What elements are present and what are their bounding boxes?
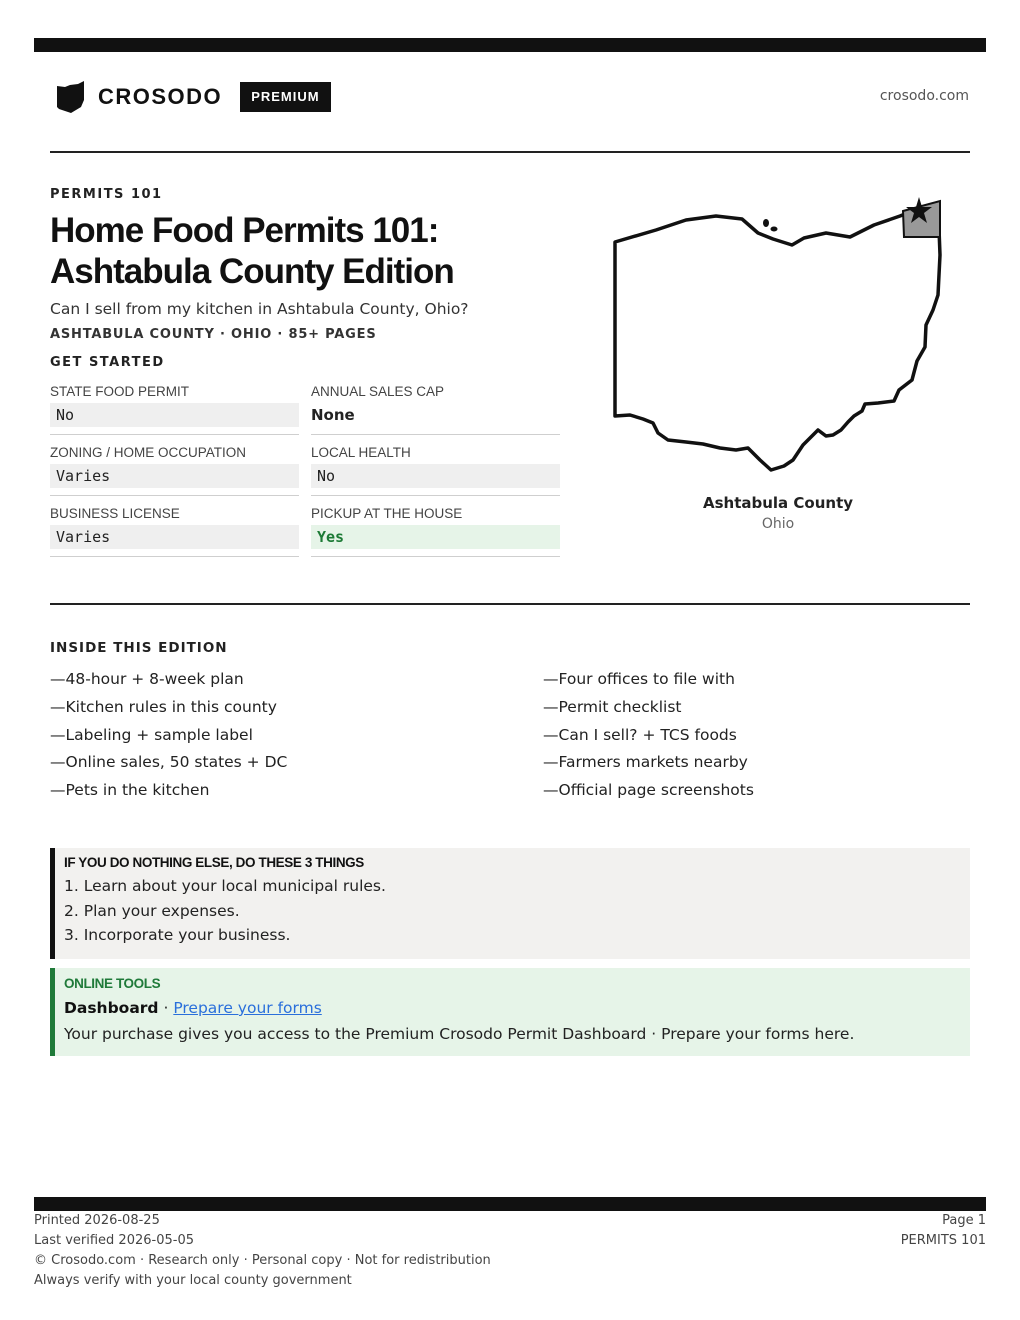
footer-section: PERMITS 101 bbox=[900, 1233, 986, 1248]
edition-meta: ASHTABULA COUNTY · OHIO · 85+ PAGES bbox=[50, 327, 377, 342]
list-item: —Labeling + sample label bbox=[50, 725, 253, 744]
footer-left bbox=[34, 1211, 491, 1291]
fact-label: PICKUP AT THE HOUSE bbox=[311, 506, 463, 521]
fact-label: BUSINESS LICENSE bbox=[50, 506, 180, 521]
header-divider bbox=[50, 151, 970, 153]
ohio-logo-icon bbox=[56, 80, 86, 114]
get-started-heading: GET STARTED bbox=[50, 355, 165, 370]
list-item: —Official page screenshots bbox=[543, 781, 754, 800]
list-item: —Can I sell? + TCS foods bbox=[543, 725, 737, 744]
top-bar bbox=[34, 38, 986, 52]
list-item: —Permit checklist bbox=[543, 697, 682, 716]
ohio-map bbox=[608, 195, 948, 480]
fact-state-food-permit bbox=[50, 382, 299, 435]
todo-heading: IF YOU DO NOTHING ELSE, DO THESE 3 THINGS bbox=[64, 855, 364, 870]
todo-callout bbox=[50, 848, 970, 959]
title-line-1: Home Food Permits 101: bbox=[50, 211, 439, 250]
list-item: —Online sales, 50 states + DC bbox=[50, 753, 288, 772]
lake-island bbox=[771, 227, 778, 232]
fact-value: No bbox=[50, 403, 299, 427]
title-line-2: Ashtabula County Edition bbox=[50, 252, 454, 291]
disclaimer: Always verify with your local county government bbox=[34, 1273, 352, 1288]
fact-grid bbox=[50, 382, 559, 557]
tools-heading: ONLINE TOOLS bbox=[64, 976, 161, 991]
lake-island bbox=[763, 219, 769, 227]
list-item: —Kitchen rules in this county bbox=[50, 697, 277, 716]
dashboard-label: Dashboard bbox=[64, 999, 159, 1017]
verified-date: Last verified 2026-05-05 bbox=[34, 1233, 194, 1248]
printed-date: Printed 2026-08-25 bbox=[34, 1213, 160, 1228]
section-divider bbox=[50, 603, 970, 605]
fact-value: Yes bbox=[311, 525, 560, 549]
copyright: © Crosodo.com · Research only · Personal copy · Not for redistribution bbox=[34, 1253, 491, 1268]
fact-value: None bbox=[311, 406, 355, 424]
todo-item: 2. Plan your expenses. bbox=[64, 901, 240, 920]
map-county-label: Ashtabula County bbox=[702, 494, 854, 512]
footer-right bbox=[901, 1211, 986, 1251]
online-tools-callout bbox=[50, 968, 970, 1056]
subtitle: Can I sell from my kitchen in Ashtabula County, Ohio? bbox=[50, 300, 469, 318]
ohio-outline bbox=[615, 203, 940, 470]
separator: · bbox=[158, 999, 174, 1017]
brand[interactable] bbox=[56, 80, 331, 114]
premium-badge: PREMIUM bbox=[240, 82, 330, 112]
fact-annual-sales-cap bbox=[311, 382, 560, 435]
prepare-forms-link[interactable]: Prepare your forms bbox=[173, 999, 322, 1017]
fact-value: Varies bbox=[50, 464, 299, 488]
site-url[interactable]: crosodo.com bbox=[879, 88, 969, 104]
fact-pickup bbox=[311, 504, 560, 557]
list-item: —Four offices to file with bbox=[543, 670, 735, 688]
list-item: —Pets in the kitchen bbox=[50, 781, 210, 800]
page-title bbox=[50, 210, 570, 292]
fact-label: STATE FOOD PERMIT bbox=[50, 384, 190, 399]
fact-local-health bbox=[311, 443, 560, 496]
list-item: —Farmers markets nearby bbox=[543, 753, 748, 772]
fact-value: No bbox=[311, 464, 560, 488]
inside-list-right bbox=[543, 666, 754, 805]
todo-item: 1. Learn about your local municipal rules. bbox=[64, 877, 386, 895]
todo-item: 3. Incorporate your business. bbox=[64, 926, 291, 944]
list-item: —48-hour + 8-week plan bbox=[50, 670, 244, 688]
page-number: Page 1 bbox=[942, 1213, 986, 1228]
bottom-bar bbox=[34, 1197, 986, 1211]
fact-label: ANNUAL SALES CAP bbox=[311, 384, 445, 399]
fact-value: Varies bbox=[50, 525, 299, 549]
tools-description: Your purchase gives you access to the Premium Crosodo Permit Dashboard · Prepare your forms here. bbox=[64, 1025, 855, 1043]
brand-name: CROSODO bbox=[98, 84, 223, 109]
inside-heading: INSIDE THIS EDITION bbox=[50, 640, 228, 656]
map-state-label: Ohio bbox=[761, 516, 795, 532]
fact-label: ZONING / HOME OCCUPATION bbox=[50, 445, 247, 460]
tools-dashboard-line bbox=[64, 995, 970, 1021]
fact-zoning bbox=[50, 443, 299, 496]
eyebrow: PERMITS 101 bbox=[50, 187, 163, 202]
inside-list-left bbox=[50, 666, 287, 805]
fact-business-license bbox=[50, 504, 299, 557]
fact-label: LOCAL HEALTH bbox=[311, 445, 411, 460]
